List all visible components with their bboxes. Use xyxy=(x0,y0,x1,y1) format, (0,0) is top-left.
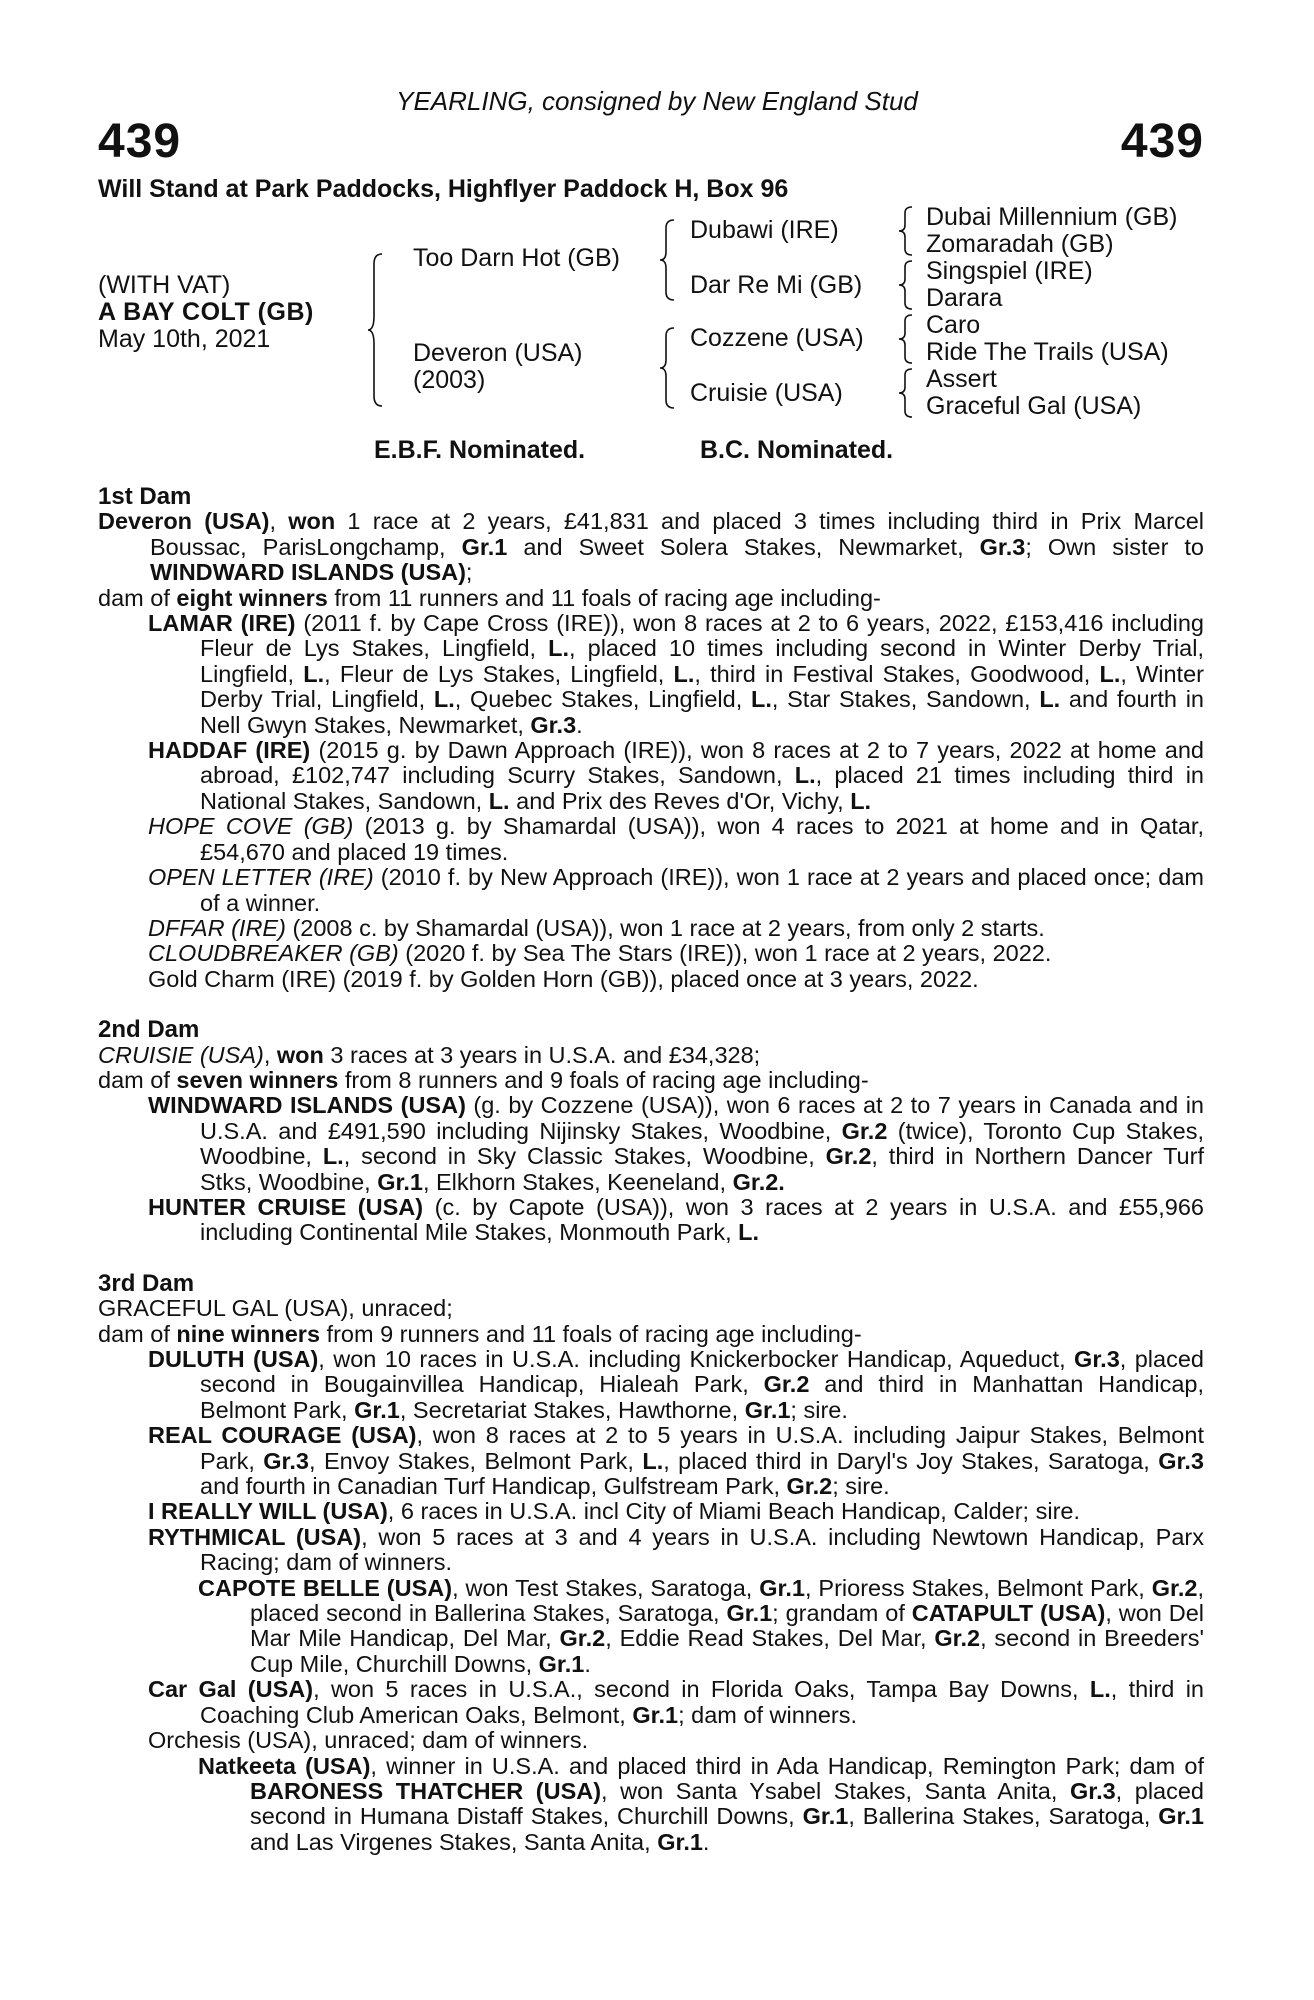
text: (2013 g. by Shamardal (USA)), won 4 races to 2021 at home and in Qatar, £54,670 and placed 19 times. xyxy=(200,813,1204,865)
horse-name: Natkeeta (USA) xyxy=(198,1752,371,1779)
ancestor-g4: Darara xyxy=(926,284,1003,312)
dam-name: Deveron (USA) xyxy=(413,339,583,367)
text: (2010 f. by New Approach (IRE)), won 1 race at 2 years and placed once; dam of a winner. xyxy=(200,864,1204,916)
text: , Prioress Stakes, Belmont Park, xyxy=(804,1574,1152,1601)
text: , third in Northern Dancer Turf Stks, Woodbine, xyxy=(200,1143,1204,1195)
horse-name: I REALLY WILL (USA) xyxy=(148,1498,388,1525)
dam2-produce-summary xyxy=(98,1068,1204,1093)
produce-duluth xyxy=(98,1347,1204,1423)
listed: L. xyxy=(750,686,772,713)
text: from 9 runners and 11 foals of racing age including- xyxy=(320,1320,862,1347)
horse-name: DFFAR (IRE) xyxy=(148,914,286,941)
sire-name: Too Darn Hot (GB) xyxy=(413,244,621,272)
lot-number-left: 439 xyxy=(98,115,182,168)
dam-year: (2003) xyxy=(413,366,486,394)
brace-g2 xyxy=(898,259,918,311)
section-title-1st-dam: 1st Dam xyxy=(98,483,192,510)
text: , Winter Derby Trial, Lingfield, xyxy=(200,660,1204,713)
horse-name: WINDWARD ISLANDS (USA) xyxy=(148,1092,466,1119)
horse-name: OPEN LETTER (IRE) xyxy=(148,864,374,891)
lot-horse-name: A BAY COLT (GB) xyxy=(98,298,314,326)
grade: Gr.3 xyxy=(1074,1346,1120,1372)
text: (twice), Toronto Cup Stakes, Woodbine, xyxy=(200,1117,1204,1170)
dam1-paragraph: Deveron (USA), won 1 race at 2 years, £41,831 and placed 3 times including third in Prix Marcel Boussac, ParisLongchamp, Gr.1 and Sweet Solera Stakes, Newmarket, Gr.3; Own sister to WINDWARD ISLANDS (USA); xyxy=(98,508,1205,586)
text: , Ballerina Stakes, Saratoga, xyxy=(848,1803,1159,1830)
produce-haddaf xyxy=(98,738,1204,814)
listed: L. xyxy=(794,762,816,789)
text: . xyxy=(576,711,583,738)
produce-lamar xyxy=(98,611,1204,738)
text: , second in Breeders' Cup Mile, Churchill Downs, xyxy=(250,1625,1204,1677)
text: , placed 21 times including third in National Stakes, Sandown, xyxy=(200,762,1204,814)
winners-count: eight winners xyxy=(176,584,328,611)
produce-car-gal xyxy=(98,1677,1204,1728)
horse-name: REAL COURAGE (USA) xyxy=(148,1422,417,1449)
grade: Gr.1 xyxy=(377,1168,423,1195)
text: , placed second in Humana Distaff Stakes, Churchill Downs, xyxy=(250,1777,1204,1830)
text: , won 5 races at 3 and 4 years in U.S.A. including Newtown Handicap, Parx Racing; dam of winners. xyxy=(200,1523,1204,1576)
text: , Quebec Stakes, Lingfield, xyxy=(454,686,751,713)
listed: L. xyxy=(433,686,455,713)
grade: Gr.2 xyxy=(559,1625,606,1652)
ancestor-g8: Graceful Gal (USA) xyxy=(926,392,1142,420)
horse-name: DULUTH (USA) xyxy=(148,1346,319,1372)
text: , won Test Stakes, Saratoga, xyxy=(452,1574,760,1601)
text: dam of xyxy=(98,584,177,611)
grade: Gr.1 xyxy=(538,1650,585,1677)
dam2-name: CRUISIE (USA) xyxy=(98,1041,264,1068)
section-title-3rd-dam: 3rd Dam xyxy=(98,1269,195,1297)
grade: Gr.1 xyxy=(354,1396,400,1423)
section-title-2nd-dam: 2nd Dam xyxy=(98,1016,200,1044)
text: and Prix des Reves d'Or, Vichy, xyxy=(509,787,851,814)
horse-name: HUNTER CRUISE (USA) xyxy=(148,1193,424,1220)
sire-dam: Dar Re Mi (GB) xyxy=(690,271,863,299)
grade: Gr.3 xyxy=(263,1447,309,1474)
winners-count: nine winners xyxy=(176,1320,321,1347)
text: , winner in U.S.A. and placed third in Ada Handicap, Remington Park; dam of xyxy=(370,1752,1204,1779)
grade: Gr.2 xyxy=(934,1625,981,1652)
horse-name: HADDAF (IRE) xyxy=(148,737,311,764)
text: , won Santa Ysabel Stakes, Santa Anita, xyxy=(601,1777,1070,1804)
ancestor-g3: Singspiel (IRE) xyxy=(926,257,1093,285)
listed: L. xyxy=(738,1219,760,1246)
text: , Secretariat Stakes, Hawthorne, xyxy=(399,1396,745,1423)
text: and Sweet Solera Stakes, Newmarket, xyxy=(507,533,980,560)
horse-name: HOPE COVE (GB) xyxy=(148,813,354,840)
vat-label: (WITH VAT) xyxy=(98,271,231,299)
text: and Las Virgenes Stakes, Santa Anita, xyxy=(250,1828,658,1855)
text: (2020 f. by Sea The Stars (IRE)), won 1 race at 2 years, 2022. xyxy=(398,940,1052,967)
text: and fourth in Nell Gwyn Stakes, Newmarket, xyxy=(200,686,1204,738)
winners-count: seven winners xyxy=(176,1066,339,1093)
listed: L. xyxy=(642,1447,664,1474)
grade: Gr.2 xyxy=(825,1143,872,1170)
brace-dam-line xyxy=(660,326,680,410)
horse-name: LAMAR (IRE) xyxy=(148,610,296,637)
text: ; grandam of xyxy=(772,1600,912,1627)
text: from 11 runners and 11 foals of racing age including- xyxy=(327,584,881,611)
text: ; xyxy=(465,559,473,586)
grade: Gr.1 xyxy=(759,1574,805,1601)
produce-gold-charm: Gold Charm (IRE) (2019 f. by Golden Horn (GB)), placed once at 3 years, 2022. xyxy=(148,965,979,992)
grade: Gr.1 xyxy=(1158,1803,1204,1830)
sire-sire: Dubawi (IRE) xyxy=(690,216,839,244)
text: 1 race at 2 years, £41,831 and placed 3 times including third in Prix Marcel Boussac, ParisLongchamp, xyxy=(150,508,1204,560)
horse-name: RYTHMICAL (USA) xyxy=(148,1523,362,1550)
text: . xyxy=(778,1168,785,1195)
text: (c. by Capote (USA)), won 3 races at 2 years in U.S.A. and £55,966 including Continental Mile Stakes, Monmouth Park, xyxy=(200,1193,1204,1246)
listed: L. xyxy=(488,787,510,814)
produce-hope-cove xyxy=(98,814,1204,865)
grade: Gr.1 xyxy=(802,1803,849,1830)
dam-sire: Cozzene (USA) xyxy=(690,324,864,352)
text: , Fleur de Lys Stakes, Lingfield, xyxy=(324,660,674,687)
brace-sire-line xyxy=(660,218,680,302)
grade: Gr.2 xyxy=(786,1473,833,1500)
brace-sire-dam xyxy=(368,250,388,410)
stand-info: Will Stand at Park Paddocks, Highflyer Paddock H, Box 96 xyxy=(98,175,789,203)
produce-orchesis: Orchesis (USA), unraced; dam of winners. xyxy=(148,1727,589,1754)
horse-name: CLOUDBREAKER (GB) xyxy=(148,940,399,967)
text: , placed 10 times including second in Winter Derby Trial, Lingfield, xyxy=(200,635,1204,687)
bc-nominated: B.C. Nominated. xyxy=(700,436,894,464)
dam3-produce-summary xyxy=(98,1322,1204,1347)
produce-hunter-cruise xyxy=(98,1195,1204,1246)
ancestor-g1: Dubai Millennium (GB) xyxy=(926,203,1178,231)
text: , won 5 races in U.S.A., second in Florida Oaks, Tampa Bay Downs, xyxy=(313,1676,1090,1703)
dam1-produce-summary xyxy=(98,586,1204,611)
text: and fourth in Canadian Turf Handicap, Gulfstream Park, xyxy=(200,1473,787,1500)
listed: L. xyxy=(322,1143,344,1170)
produce-real-courage xyxy=(98,1423,1204,1499)
text: , Elkhorn Stakes, Keeneland, xyxy=(422,1168,733,1195)
text: (2015 g. by Dawn Approach (IRE)), won 8 races at 2 to 7 years, 2022 at home and abroad, £102,747 including Scurry Stakes, Sandown, xyxy=(200,737,1204,789)
listed: L. xyxy=(673,660,695,687)
grade: Gr.3 xyxy=(1069,1777,1116,1804)
text: (2008 c. by Shamardal (USA)), won 1 race at 2 years, from only 2 starts. xyxy=(285,914,1045,941)
brace-g1 xyxy=(898,205,918,257)
listed: L. xyxy=(1089,1676,1111,1703)
catalogue-body xyxy=(98,484,1204,1855)
produce-i-really-will xyxy=(98,1499,1204,1524)
text: (g. by Cozzene (USA)), won 6 races at 2 to 7 years in Canada and in U.S.A. and £491,590 including Nijinsky Stakes, Woodbine, xyxy=(200,1092,1204,1144)
brace-g3 xyxy=(898,313,918,365)
grade: Gr.3 xyxy=(1158,1447,1204,1474)
produce-rythmical xyxy=(98,1525,1204,1576)
text: , placed third in Daryl's Joy Stakes, Saratoga, xyxy=(663,1447,1159,1474)
text: , won 10 races in U.S.A. including Knickerbocker Handicap, Aqueduct, xyxy=(318,1346,1075,1372)
grade: Gr.1 xyxy=(632,1701,679,1728)
text: 3 races at 3 years in U.S.A. and £34,328; xyxy=(323,1041,761,1068)
produce-capote-belle xyxy=(98,1576,1204,1678)
produce-natkeeta xyxy=(98,1754,1204,1856)
text: dam of xyxy=(98,1066,177,1093)
listed: L. xyxy=(303,660,325,687)
grade: Gr.2 xyxy=(1151,1574,1198,1601)
text: , third in Festival Stakes, Goodwood, xyxy=(694,660,1100,687)
grade: Gr.2 xyxy=(841,1117,888,1144)
produce-windward-islands xyxy=(98,1093,1204,1195)
text: , second in Sky Classic Stakes, Woodbine, xyxy=(343,1143,826,1170)
produce-open-letter xyxy=(98,865,1204,916)
text: ; dam of winners. xyxy=(678,1701,858,1728)
text: , Envoy Stakes, Belmont Park, xyxy=(309,1447,643,1474)
grade: Gr.2 xyxy=(763,1371,810,1398)
ancestor-g5: Caro xyxy=(926,311,981,339)
text: , Eddie Read Stakes, Del Mar, xyxy=(605,1625,935,1652)
produce-dffar xyxy=(98,916,1204,941)
grade: Gr.2 xyxy=(732,1168,779,1195)
consignment-line: YEARLING, consigned by New England Stud xyxy=(396,86,918,116)
listed: L. xyxy=(548,635,570,662)
text: , won Del Mar Mile Handicap, Del Mar, xyxy=(250,1600,1205,1652)
horse-name: CAPOTE BELLE (USA) xyxy=(198,1574,453,1601)
text: , placed second in Ballerina Stakes, Saratoga, xyxy=(250,1574,1204,1627)
text: ; sire. xyxy=(832,1473,890,1500)
dam1-name: Deveron (USA) xyxy=(98,508,270,535)
sister-name: WINDWARD ISLANDS (USA) xyxy=(150,559,466,586)
horse-name: Car Gal (USA) xyxy=(148,1676,314,1703)
produce-cloudbreaker xyxy=(98,941,1204,966)
text: . xyxy=(584,1650,591,1677)
grade: Gr.3 xyxy=(530,711,577,738)
text: , 6 races in U.S.A. incl City of Miami Beach Handicap, Calder; sire. xyxy=(387,1498,1081,1525)
grade: Gr.1 xyxy=(461,533,508,560)
dam-dam: Cruisie (USA) xyxy=(690,379,843,407)
grade: Gr.1 xyxy=(744,1396,791,1423)
won-word: won xyxy=(288,508,336,535)
text: , Star Stakes, Sandown, xyxy=(771,686,1040,713)
ancestor-g7: Assert xyxy=(926,365,997,393)
dam3-paragraph: GRACEFUL GAL (USA), unraced; xyxy=(98,1295,453,1322)
grade: Gr.1 xyxy=(657,1828,703,1855)
text: (2011 f. by Cape Cross (IRE)), won 8 races at 2 to 6 years, 2022, £153,416 including Fleur de Lys Stakes, Lingfield, xyxy=(200,610,1204,662)
text: . xyxy=(702,1828,710,1855)
brace-g4 xyxy=(898,367,918,419)
ancestor-g6: Ride The Trails (USA) xyxy=(926,338,1169,366)
listed: L. xyxy=(850,787,872,814)
text: from 8 runners and 9 foals of racing age including- xyxy=(338,1066,869,1093)
text: dam of xyxy=(98,1320,177,1347)
grade: Gr.3 xyxy=(979,533,1026,560)
text: , third in Coaching Club American Oaks, Belmont, xyxy=(200,1676,1205,1728)
ancestor-g2: Zomaradah (GB) xyxy=(926,230,1114,258)
ebf-nominated: E.B.F. Nominated. xyxy=(374,436,586,464)
lot-number-right: 439 xyxy=(1120,115,1204,168)
text: , won 8 races at 2 to 5 years in U.S.A. including Jaipur Stakes, Belmont Park, xyxy=(200,1422,1204,1474)
text: ; Own sister to xyxy=(1025,533,1205,560)
dam2-paragraph: CRUISIE (USA), won 3 races at 3 years in U.S.A. and £34,328; xyxy=(98,1041,761,1068)
listed: L. xyxy=(1039,686,1061,713)
grade: Gr.1 xyxy=(726,1600,773,1627)
won-word: won xyxy=(276,1041,324,1068)
text: and third in Manhattan Handicap, Belmont Park, xyxy=(200,1371,1204,1423)
listed: L. xyxy=(1099,660,1121,687)
foaling-date: May 10th, 2021 xyxy=(98,325,271,353)
text: , placed second in Bougainvillea Handicap, Hialeah Park, xyxy=(200,1346,1204,1398)
text: ; sire. xyxy=(790,1396,848,1423)
horse-name: BARONESS THATCHER (USA) xyxy=(250,1777,602,1804)
horse-name: CATAPULT (USA) xyxy=(911,1600,1106,1627)
